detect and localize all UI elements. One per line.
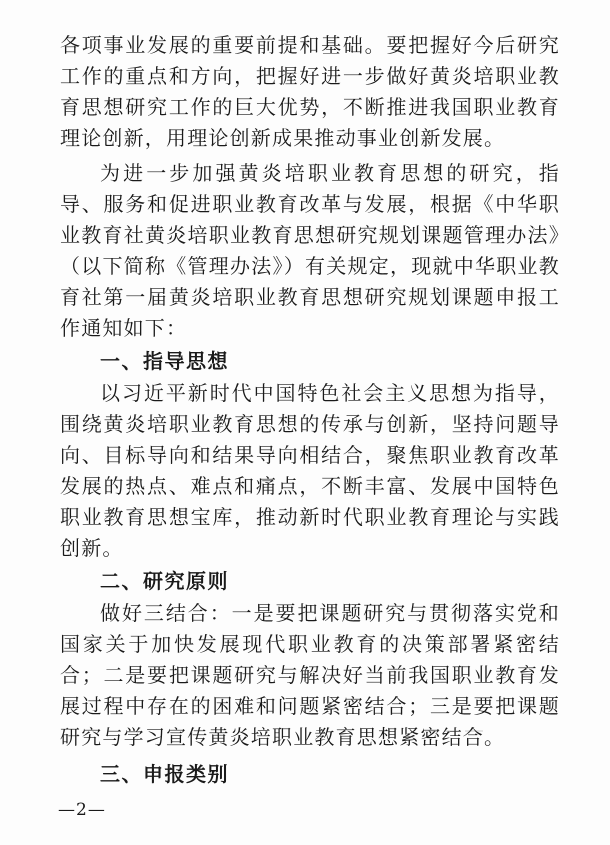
document-body bbox=[60, 30, 560, 791]
section-heading-research-principles: 二、研究原则 bbox=[100, 569, 229, 593]
section-heading-application-categories: 三、申报类别 bbox=[100, 762, 229, 786]
paragraph-research-principles: 做好三结合：一是要把课题研究与贯彻落实党和国家关于加快发展现代职业教育的决策部署紧密结合；二是要把课题研究与解决好当前我国职业教育发展过程中存在的困难和问题紧密结合；三是要把课题研究与学习宣传黄炎培职业教育思想紧密结合。 bbox=[60, 601, 560, 749]
section-heading-guiding-ideology: 一、指导思想 bbox=[100, 349, 229, 373]
scan-smudge bbox=[425, 728, 485, 734]
paragraph-guiding-ideology: 以习近平新时代中国特色社会主义思想为指导，围绕黄炎培职业教育思想的传承与创新，坚持问题导向、目标导向和结果导向相结合，聚焦职业教育改革发展的热点、难点和痛点，不断丰富、发展中国特色职业教育思想宝库，推动新时代职业教育理论与实践创新。 bbox=[60, 381, 560, 560]
paragraph-continuation: 各项事业发展的重要前提和基础。要把握好今后研究工作的重点和方向，把握好进一步做好黄炎培职业教育思想研究工作的巨大优势，不断推进我国职业教育理论创新，用理论创新成果推动事业创新发展。 bbox=[60, 33, 560, 150]
paragraph-intro: 为进一步加强黄炎培职业教育思想的研究，指导、服务和促进职业教育改革与发展，根据《中华职业教育社黄炎培职业教育思想研究规划课题管理办法》（以下简称《管理办法》）有关规定，现就中华职业教育社第一届黄炎培职业教育思想研究规划课题申报工作通知如下： bbox=[60, 161, 560, 340]
page-number: —2— bbox=[58, 800, 106, 820]
